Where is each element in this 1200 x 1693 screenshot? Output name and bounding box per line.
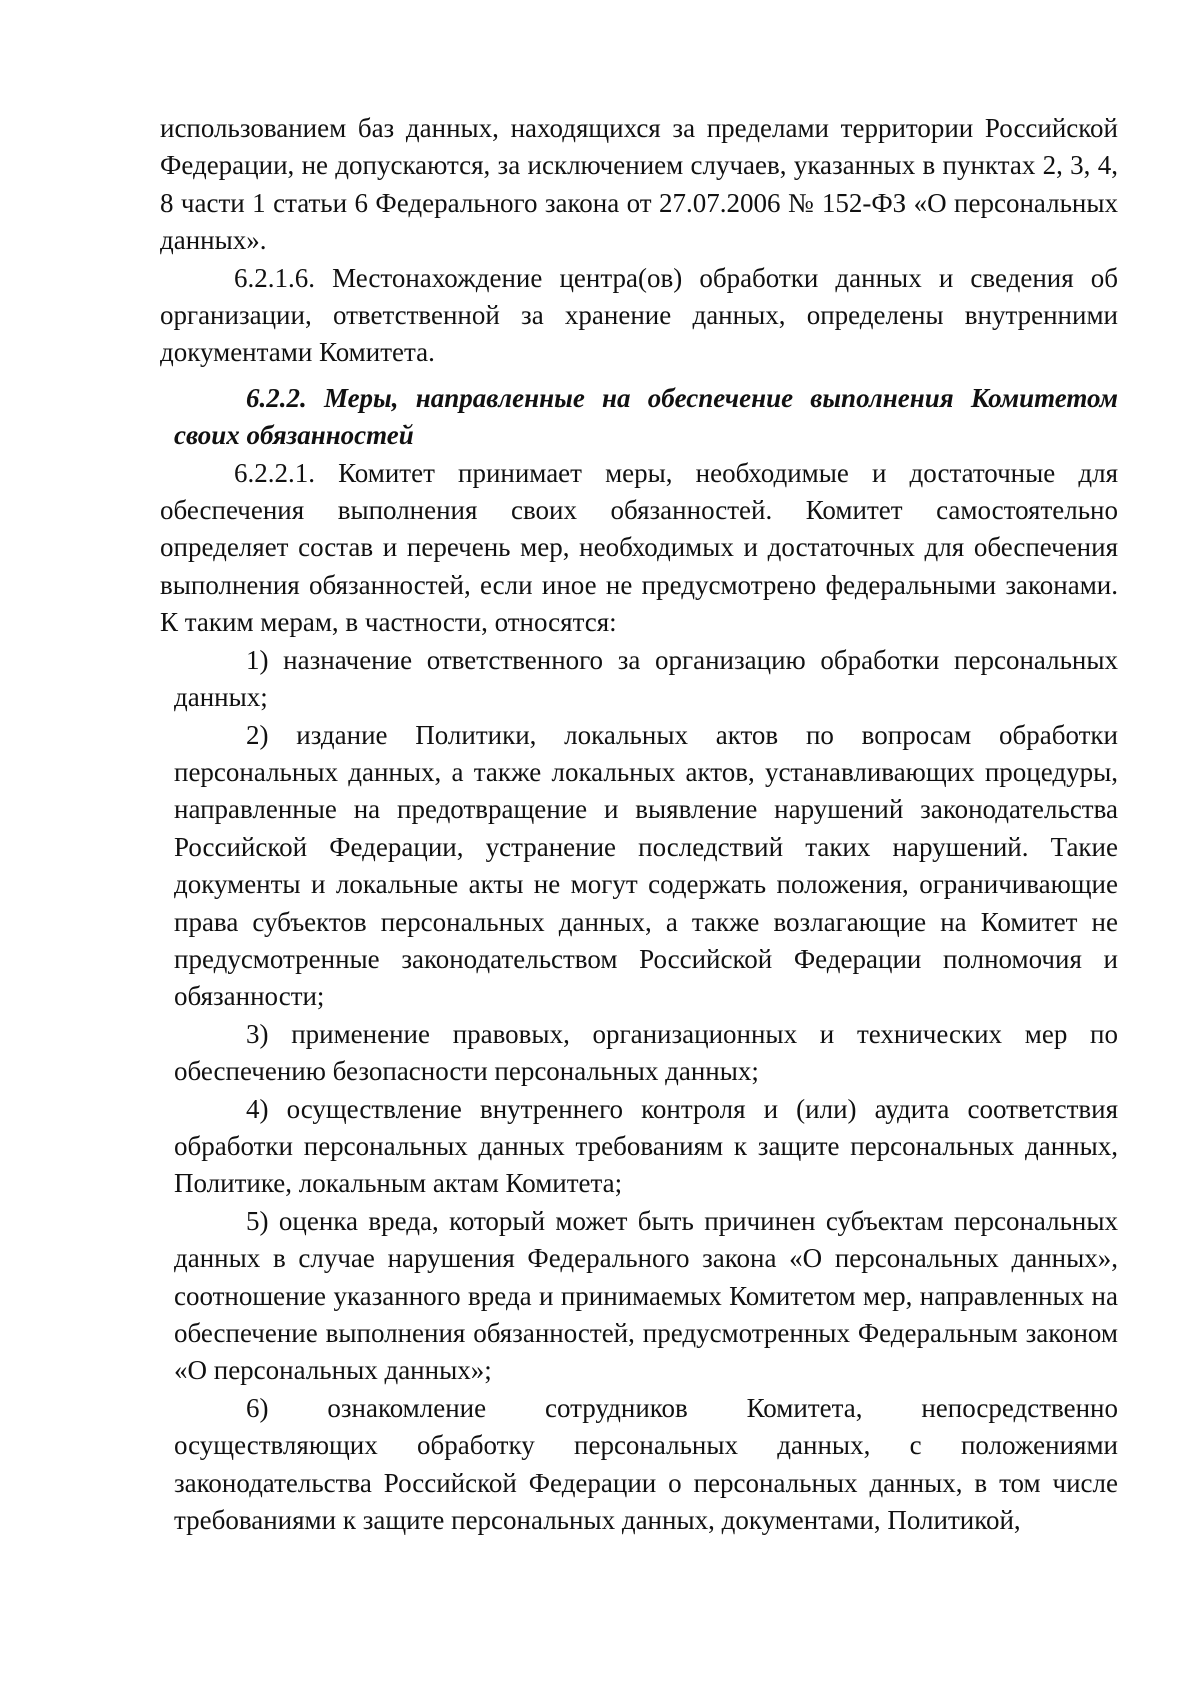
paragraph-continuation: использованием баз данных, находящихся за пределами территории Российской Федерации, не допускаются, за исключением случаев, указанных в пунктах 2, 3, 4, 8 части 1 статьи 6 Федерального закона от 27.07.2006 № 152-ФЗ «О персональных данных».: [160, 113, 1118, 256]
paragraph-6-2-1-6: 6.2.1.6. Местонахождение центра(ов) обработки данных и сведения об организации, ответственной за хранение данных, определены внутренними документами Комитета.: [160, 262, 1118, 368]
document-page: [160, 110, 1118, 1539]
list-item-4: 4) осуществление внутреннего контроля и (или) аудита соответствия обработки персональных данных требованиям к защите персональных данных, Политике, локальным актам Комитета;: [174, 1093, 1118, 1199]
section-heading-6-2-2: 6.2.2. Меры, направленные на обеспечение выполнения Комитетом своих обязанностей: [174, 382, 1118, 451]
list-item-5: 5) оценка вреда, который может быть причинен субъектам персональных данных в случае нарушения Федерального закона «О персональных данных», соотношение указанного вреда и принимаемых Комитетом мер, направленных на обеспечение выполнения обязанностей, предусмотренных Федеральным законом «О персональных данных»;: [174, 1205, 1118, 1386]
paragraph-6-2-2-1: 6.2.2.1. Комитет принимает меры, необходимые и достаточные для обеспечения выполнения своих обязанностей. Комитет самостоятельно определяет состав и перечень мер, необходимых и достаточных для обеспечения выполнения обязанностей, если иное не предусмотрено федеральными законами. К таким мерам, в частности, относятся:: [160, 457, 1118, 638]
list-item-6: 6) ознакомление сотрудников Комитета, непосредственно осуществляющих обработку персональных данных, с положениями законодательства Российской Федерации о персональных данных, в том числе требованиями к защите персональных данных, документами, Политикой,: [174, 1392, 1118, 1536]
list-item-3: 3) применение правовых, организационных и технических мер по обеспечению безопасности персональных данных;: [174, 1018, 1118, 1087]
list-item-2: 2) издание Политики, локальных актов по вопросам обработки персональных данных, а также локальных актов, устанавливающих процедуры, направленные на предотвращение и выявление нарушений законодательства Российской Федерации, устранение последствий таких нарушений. Такие документы и локальные акты не могут содержать положения, ограничивающие права субъектов персональных данных, а также возлагающие на Комитет не предусмотренные законодательством Российской Федерации полномочия и обязанности;: [174, 719, 1118, 1012]
list-item-1: 1) назначение ответственного за организацию обработки персональных данных;: [174, 644, 1118, 713]
